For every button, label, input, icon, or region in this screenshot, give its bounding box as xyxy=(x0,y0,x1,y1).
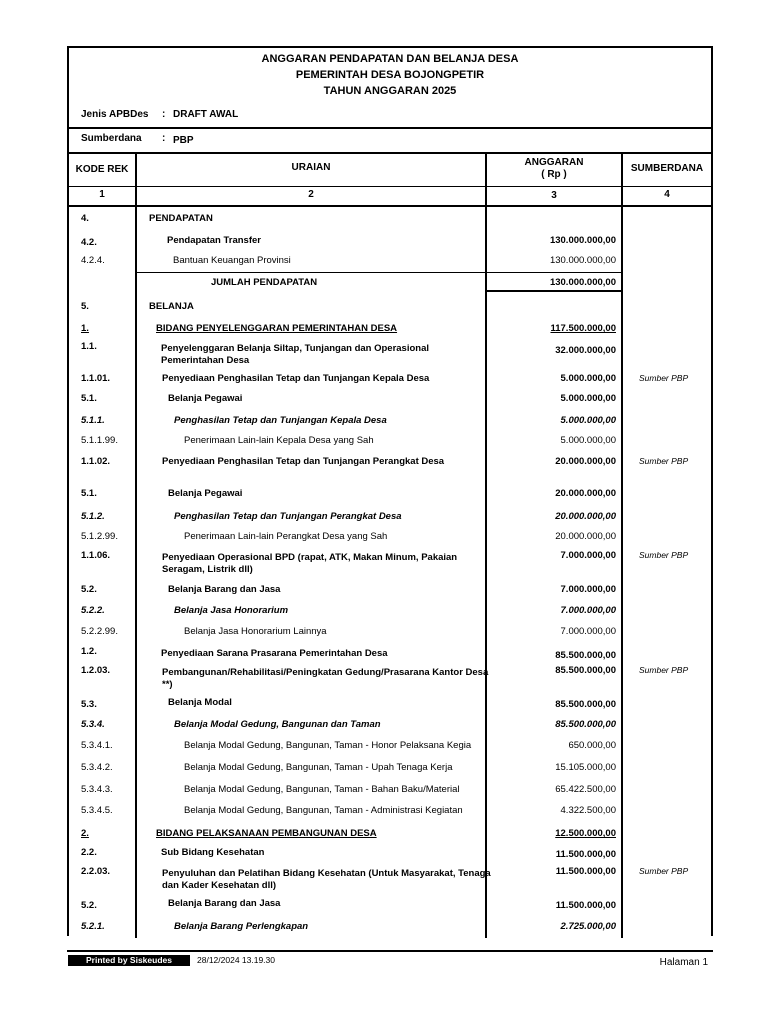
anggaran-cell: 32.000.000,00 xyxy=(555,345,616,356)
col-number-1: 1 xyxy=(99,189,105,200)
report-title: ANGGARAN PENDAPATAN DAN BELANJA DESA xyxy=(261,53,519,65)
uraian-cell: Penyelenggaran Belanja Siltap, Tunjangan dan Operasional Pemerintahan Desa xyxy=(161,343,429,366)
col-anggaran-unit: ( Rp ) xyxy=(541,169,567,180)
uraian-cell: Penerimaan Lain-lain Perangkat Desa yang Sah xyxy=(184,531,388,542)
uraian-cell: Belanja Modal xyxy=(168,697,232,708)
uraian-cell: Penyuluhan dan Pelatihan Bidang Kesehatan (Untuk Masyarakat, Tenaga dan Kader Kesehatan dll) xyxy=(162,868,491,891)
kode-cell: 1.2. xyxy=(81,646,97,657)
uraian-cell: Pendapatan Transfer xyxy=(167,235,261,246)
page-number: Halaman 1 xyxy=(659,957,708,968)
kode-cell: 5.2.2.99. xyxy=(81,626,118,637)
col-number-2: 2 xyxy=(308,189,314,200)
column-rule xyxy=(485,152,487,938)
anggaran-cell: 85.500.000,00 xyxy=(555,650,616,661)
anggaran-cell: 7.000.000,00 xyxy=(560,626,616,637)
jenis-label: Jenis APBDes xyxy=(81,109,149,120)
uraian-cell: BELANJA xyxy=(149,301,194,312)
anggaran-cell: 85.500.000,00 xyxy=(555,719,616,730)
kode-cell: 5.3.4.1. xyxy=(81,740,113,751)
report-year: TAHUN ANGGARAN 2025 xyxy=(323,85,457,97)
divider xyxy=(69,186,711,187)
report-subtitle: PEMERINTAH DESA BOJONGPETIR xyxy=(295,69,485,81)
kode-cell: 5.2.2. xyxy=(81,605,105,616)
report-sheet xyxy=(67,46,713,936)
kode-cell: 5.1.1. xyxy=(81,415,105,426)
uraian-cell: Sub Bidang Kesehatan xyxy=(161,847,265,858)
anggaran-cell: 85.500.000,00 xyxy=(555,665,616,676)
anggaran-cell: 130.000.000,00 xyxy=(549,277,616,288)
uraian-cell: JUMLAH PENDAPATAN xyxy=(211,277,318,288)
kode-cell: 1.1.01. xyxy=(81,373,111,384)
kode-cell: 5.1. xyxy=(81,488,97,499)
kode-cell: 5.1. xyxy=(81,393,97,404)
uraian-cell: Belanja Barang dan Jasa xyxy=(168,584,281,595)
column-rule xyxy=(135,152,137,938)
kode-cell: 5.3.4.3. xyxy=(81,784,113,795)
uraian-cell: Belanja Pegawai xyxy=(168,488,243,499)
anggaran-cell: 65.422.500,00 xyxy=(555,784,616,795)
anggaran-cell: 20.000.000,00 xyxy=(555,456,616,467)
uraian-cell: Pembangunan/Rehabilitasi/Peningkatan Gedung/Prasarana Kantor Desa **) xyxy=(162,667,489,690)
divider xyxy=(69,152,711,154)
anggaran-cell: 11.500.000,00 xyxy=(555,849,616,860)
anggaran-cell: 5.000.000,00 xyxy=(560,435,616,446)
anggaran-cell: 7.000.000,00 xyxy=(560,584,616,595)
uraian-cell: Belanja Modal Gedung, Bangunan dan Taman xyxy=(174,719,381,730)
anggaran-cell: 5.000.000,00 xyxy=(560,415,616,426)
col-kode-header: KODE REK xyxy=(75,164,129,175)
uraian-cell: PENDAPATAN xyxy=(149,213,213,224)
anggaran-cell: 12.500.000,00 xyxy=(555,828,616,839)
anggaran-cell: 20.000.000,00 xyxy=(555,531,616,542)
footer-divider xyxy=(67,950,713,952)
sumberdana-cell: Sumber PBP xyxy=(639,866,689,876)
sumberdana-cell: Sumber PBP xyxy=(639,665,689,675)
uraian-cell: Bantuan Keuangan Provinsi xyxy=(173,255,291,266)
sumberdana-cell: Sumber PBP xyxy=(639,456,689,466)
anggaran-cell: 130.000.000,00 xyxy=(549,235,616,246)
uraian-cell: Belanja Modal Gedung, Bangunan, Taman - Bahan Baku/Material xyxy=(184,784,460,795)
uraian-cell: Belanja Modal Gedung, Bangunan, Taman - Administrasi Kegiatan xyxy=(184,805,463,816)
anggaran-cell: 5.000.000,00 xyxy=(560,393,616,404)
kode-cell: 4.2. xyxy=(81,237,97,248)
uraian-cell: Penyediaan Penghasilan Tetap dan Tunjangan Perangkat Desa xyxy=(162,456,445,467)
kode-cell: 5.1.1.99. xyxy=(81,435,118,446)
kode-cell: 5.3.4.5. xyxy=(81,805,113,816)
kode-cell: 5.3.4. xyxy=(81,719,105,730)
total-box-bottom xyxy=(485,290,621,292)
kode-cell: 5.3. xyxy=(81,699,97,710)
kode-cell: 4.2.4. xyxy=(81,255,105,266)
uraian-cell: Belanja Jasa Honorarium xyxy=(174,605,289,616)
anggaran-cell: 85.500.000,00 xyxy=(555,699,616,710)
kode-cell: 5.1.2.99. xyxy=(81,531,118,542)
anggaran-cell: 7.000.000,00 xyxy=(560,605,616,616)
kode-cell: 5.2. xyxy=(81,900,97,911)
jenis-value: DRAFT AWAL xyxy=(173,109,239,120)
anggaran-cell: 15.105.000,00 xyxy=(555,762,616,773)
uraian-cell: Belanja Jasa Honorarium Lainnya xyxy=(184,626,327,637)
kode-cell: 1.1.02. xyxy=(81,456,111,467)
kode-cell: 5.2. xyxy=(81,584,97,595)
print-timestamp: 28/12/2024 13.19.30 xyxy=(197,955,275,965)
kode-cell: 2. xyxy=(81,828,89,839)
uraian-cell: Penerimaan Lain-lain Kepala Desa yang Sah xyxy=(184,435,374,446)
jenis-sep: : xyxy=(162,109,166,120)
sumberdana-cell: Sumber PBP xyxy=(639,550,689,560)
col-number-4: 4 xyxy=(664,189,670,200)
uraian-cell: Penghasilan Tetap dan Tunjangan Perangkat Desa xyxy=(174,511,402,522)
kode-cell: 4. xyxy=(81,213,89,224)
col-sumberdana-header: SUMBERDANA xyxy=(630,163,704,174)
anggaran-cell: 650.000,00 xyxy=(568,740,616,751)
anggaran-cell: 11.500.000,00 xyxy=(555,866,616,877)
sumber-label: Sumberdana xyxy=(81,133,142,144)
uraian-cell: Belanja Barang Perlengkapan xyxy=(174,921,309,932)
kode-cell: 2.2. xyxy=(81,847,97,858)
sumber-sep: : xyxy=(162,133,166,144)
anggaran-cell: 2.725.000,00 xyxy=(560,921,616,932)
anggaran-cell: 7.000.000,00 xyxy=(560,550,616,561)
anggaran-cell: 20.000.000,00 xyxy=(555,488,616,499)
uraian-cell: Penyediaan Penghasilan Tetap dan Tunjangan Kepala Desa xyxy=(162,373,430,384)
uraian-cell: BIDANG PELAKSANAAN PEMBANGUNAN DESA xyxy=(156,828,377,839)
col-anggaran-header: ANGGARAN xyxy=(524,157,584,168)
kode-cell: 5. xyxy=(81,301,89,312)
total-box-top xyxy=(135,272,621,273)
anggaran-cell: 20.000.000,00 xyxy=(555,511,616,522)
sumber-value: PBP xyxy=(173,135,194,146)
printed-by-label: Printed by Siskeudes xyxy=(68,955,190,966)
uraian-cell: Penghasilan Tetap dan Tunjangan Kepala Desa xyxy=(174,415,387,426)
anggaran-cell: 4.322.500,00 xyxy=(560,805,616,816)
anggaran-cell: 117.500.000,00 xyxy=(550,323,616,334)
kode-cell: 1.1.06. xyxy=(81,550,111,561)
kode-cell: 1.2.03. xyxy=(81,665,111,676)
kode-cell: 1. xyxy=(81,323,89,334)
uraian-cell: Belanja Modal Gedung, Bangunan, Taman - Upah Tenaga Kerja xyxy=(184,762,453,773)
uraian-cell: BIDANG PENYELENGGARAN PEMERINTAHAN DESA xyxy=(156,323,398,334)
kode-cell: 2.2.03. xyxy=(81,866,111,877)
col-number-3: 3 xyxy=(551,190,557,201)
kode-cell: 5.3.4.2. xyxy=(81,762,113,773)
kode-cell: 1.1. xyxy=(81,341,97,352)
uraian-cell: Penyediaan Operasional BPD (rapat, ATK, Makan Minum, Pakaian Seragam, Listrik dll) xyxy=(162,552,458,575)
anggaran-cell: 5.000.000,00 xyxy=(560,373,616,384)
divider xyxy=(69,127,711,129)
uraian-cell: Belanja Barang dan Jasa xyxy=(168,898,281,909)
uraian-cell: Penyediaan Sarana Prasarana Pemerintahan Desa xyxy=(161,648,388,659)
kode-cell: 5.2.1. xyxy=(81,921,105,932)
column-rule xyxy=(621,152,623,938)
divider xyxy=(69,205,711,207)
anggaran-cell: 11.500.000,00 xyxy=(555,900,616,911)
col-uraian-header: URAIAN xyxy=(291,162,331,173)
kode-cell: 5.1.2. xyxy=(81,511,105,522)
anggaran-cell: 130.000.000,00 xyxy=(549,255,616,266)
sumberdana-cell: Sumber PBP xyxy=(639,373,689,383)
uraian-cell: Belanja Modal Gedung, Bangunan, Taman - Honor Pelaksana Kegia xyxy=(184,740,472,751)
uraian-cell: Belanja Pegawai xyxy=(168,393,243,404)
